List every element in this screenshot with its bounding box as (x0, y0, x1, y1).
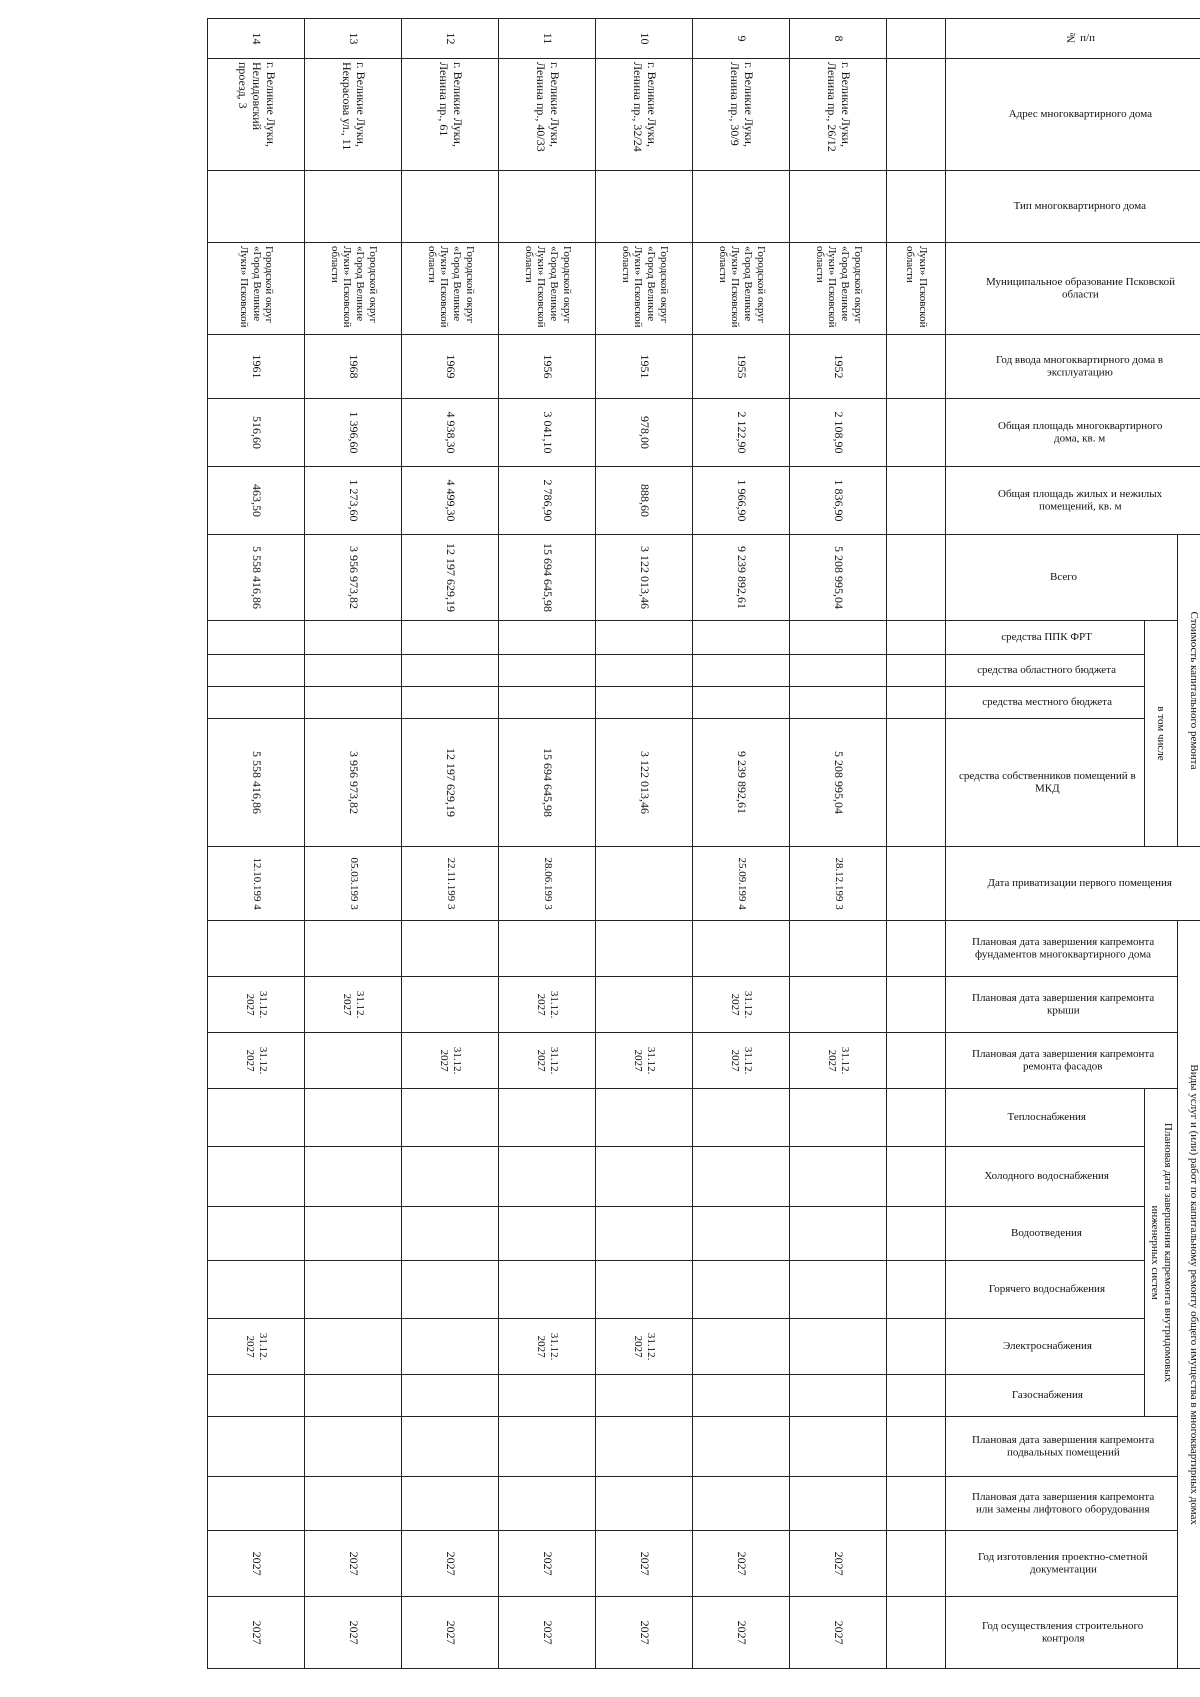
gas-date-cell (305, 1375, 402, 1417)
house-type-cell (790, 171, 887, 243)
facade-date-cell: 31.12. 2027 (693, 1033, 790, 1089)
privatization-cell: 12.10.199 4 (208, 847, 305, 921)
cost-regional-cell (693, 655, 790, 687)
gas-date-cell (790, 1375, 887, 1417)
privatization-cell: 25.09.199 4 (693, 847, 790, 921)
header-elevator: Плановая дата завершения капремонта или замены лифтового оборудования (946, 1477, 1178, 1531)
premises-area-cell: 1 836,90 (790, 467, 887, 535)
address-cell: г. Великие Луки, Ленина пр., 61 (402, 59, 499, 171)
cost-total-cell: 9 239 892,61 (693, 535, 790, 621)
house-type-cell (402, 171, 499, 243)
hot-water-date-cell (596, 1261, 693, 1319)
header-cost-local: средства местного бюджета (946, 687, 1145, 719)
table-row (402, 19, 499, 1669)
cost-local-cell (305, 687, 402, 719)
year-cell: 1951 (596, 335, 693, 399)
control-year-cell: 2027 (596, 1597, 693, 1669)
roof-date-cell (402, 977, 499, 1033)
roof-date-cell: 31.12. 2027 (499, 977, 596, 1033)
row-num: 13 (305, 19, 402, 59)
cost-local-cell (208, 687, 305, 719)
elevator-date-cell (693, 1477, 790, 1531)
header-engineering-group: Плановая дата завершения капремонта внутридомовых инженерных систем (1145, 1089, 1178, 1417)
sewerage-date-cell (499, 1207, 596, 1261)
basement-date-cell (305, 1417, 402, 1477)
cost-local-cell (693, 687, 790, 719)
privatization-cell: 05.03.199 3 (305, 847, 402, 921)
psd-year-cell: 2027 (693, 1531, 790, 1597)
hot-water-date-cell (790, 1261, 887, 1319)
house-type-cell (208, 171, 305, 243)
year-cell: 1952 (790, 335, 887, 399)
privatization-cell: 28.06.199 3 (499, 847, 596, 921)
cost-local-cell (402, 687, 499, 719)
facade-date-cell (305, 1033, 402, 1089)
cost-regional-cell (499, 655, 596, 687)
facade-date-cell: 31.12. 2027 (596, 1033, 693, 1089)
header-cold-water: Холодного водоснабжения (946, 1147, 1145, 1207)
capital-repair-table (207, 18, 1200, 1669)
elevator-date-cell (208, 1477, 305, 1531)
address-cell: г. Великие Луки, Нелидовский проезд, 3 (208, 59, 305, 171)
row-num: 14 (208, 19, 305, 59)
heating-date-cell (499, 1089, 596, 1147)
gas-date-cell (208, 1375, 305, 1417)
gas-date-cell (596, 1375, 693, 1417)
cost-regional-cell (305, 655, 402, 687)
electricity-date-cell (402, 1319, 499, 1375)
table-row-continuation (887, 19, 946, 1669)
privatization-cell: 28.12.199 3 (790, 847, 887, 921)
cost-ppk-cell (208, 621, 305, 655)
hot-water-date-cell (208, 1261, 305, 1319)
cost-owners-cell: 3 956 973,82 (305, 719, 402, 847)
privatization-cell: 22.11.199 3 (402, 847, 499, 921)
sewerage-date-cell (790, 1207, 887, 1261)
psd-year-cell: 2027 (208, 1531, 305, 1597)
municipality-cell: Городской округ «Город Великие Луки» Псковской (208, 243, 305, 335)
header-cost-owners: средства собственников помещений в МКД (946, 719, 1145, 847)
cost-ppk-cell (305, 621, 402, 655)
psd-year-cell: 2027 (305, 1531, 402, 1597)
foundation-date-cell (402, 921, 499, 977)
psd-year-cell: 2027 (402, 1531, 499, 1597)
facade-date-cell: 31.12. 2027 (402, 1033, 499, 1089)
row-num: 12 (402, 19, 499, 59)
roof-date-cell (790, 977, 887, 1033)
header-address: Адрес многоквартирного дома (946, 59, 1200, 171)
sewerage-date-cell (693, 1207, 790, 1261)
roof-date-cell: 31.12. 2027 (305, 977, 402, 1033)
sewerage-date-cell (305, 1207, 402, 1261)
header-premises-area: Общая площадь жилых и нежилых помещений, кв. м (946, 467, 1200, 535)
table-row (499, 19, 596, 1669)
electricity-date-cell: 31.12. 2027 (596, 1319, 693, 1375)
cold-water-date-cell (693, 1147, 790, 1207)
gas-date-cell (693, 1375, 790, 1417)
cost-owners-cell: 3 122 013,46 (596, 719, 693, 847)
municipality-cell: Городской округ «Город Великие Луки» Псковской области (790, 243, 887, 335)
header-cost-regional: средства областного бюджета (946, 655, 1145, 687)
gas-date-cell (402, 1375, 499, 1417)
header-year: Год ввода многоквартирного дома в эксплуатацию (946, 335, 1200, 399)
table-row (596, 19, 693, 1669)
cold-water-date-cell (208, 1147, 305, 1207)
table-row (208, 19, 305, 1669)
heating-date-cell (402, 1089, 499, 1147)
cost-local-cell (499, 687, 596, 719)
header-cost-total: Всего (946, 535, 1178, 621)
cost-ppk-cell (596, 621, 693, 655)
cost-local-cell (790, 687, 887, 719)
elevator-date-cell (596, 1477, 693, 1531)
hot-water-date-cell (499, 1261, 596, 1319)
heating-date-cell (693, 1089, 790, 1147)
address-cell: г. Великие Луки, Ленина пр., 32/24 (596, 59, 693, 171)
cost-ppk-cell (402, 621, 499, 655)
electricity-date-cell (790, 1319, 887, 1375)
sewerage-date-cell (208, 1207, 305, 1261)
gas-date-cell (499, 1375, 596, 1417)
control-year-cell: 2027 (402, 1597, 499, 1669)
total-area-cell: 516,60 (208, 399, 305, 467)
municipality-cell: Городской округ «Город Великие Луки» Псковской области (596, 243, 693, 335)
row-num: 11 (499, 19, 596, 59)
psd-year-cell: 2027 (499, 1531, 596, 1597)
electricity-date-cell (305, 1319, 402, 1375)
header-facade: Плановая дата завершения капремонта ремонта фасадов (946, 1033, 1178, 1089)
elevator-date-cell (499, 1477, 596, 1531)
premises-area-cell: 2 786,90 (499, 467, 596, 535)
row-num: 10 (596, 19, 693, 59)
header-including: в том числе (1145, 621, 1178, 847)
header-gas: Газоснабжения (946, 1375, 1145, 1417)
address-cell: г. Великие Луки, Ленина пр., 26/12 (790, 59, 887, 171)
table-row (790, 19, 887, 1669)
header-control-year: Год осуществления строительного контроля (946, 1597, 1178, 1669)
foundation-date-cell (790, 921, 887, 977)
heating-date-cell (305, 1089, 402, 1147)
house-type-cell (693, 171, 790, 243)
cost-total-cell: 12 197 629,19 (402, 535, 499, 621)
foundation-date-cell (596, 921, 693, 977)
privatization-cell (596, 847, 693, 921)
header-total-area: Общая площадь многоквартирного дома, кв. м (946, 399, 1200, 467)
year-cell: 1969 (402, 335, 499, 399)
basement-date-cell (208, 1417, 305, 1477)
psd-year-cell: 2027 (596, 1531, 693, 1597)
continuation-municipality: Луки» Псковской области (887, 243, 946, 335)
roof-date-cell (596, 977, 693, 1033)
cost-owners-cell: 15 694 645,98 (499, 719, 596, 847)
premises-area-cell: 4 499,30 (402, 467, 499, 535)
total-area-cell: 3 041,10 (499, 399, 596, 467)
hot-water-date-cell (305, 1261, 402, 1319)
roof-date-cell: 31.12. 2027 (208, 977, 305, 1033)
cost-regional-cell (402, 655, 499, 687)
header-heating: Теплоснабжения (946, 1089, 1145, 1147)
premises-area-cell: 1 966,90 (693, 467, 790, 535)
cost-total-cell: 3 122 013,46 (596, 535, 693, 621)
year-cell: 1955 (693, 335, 790, 399)
cost-ppk-cell (693, 621, 790, 655)
cost-owners-cell: 5 558 416,86 (208, 719, 305, 847)
elevator-date-cell (790, 1477, 887, 1531)
municipality-cell: Городской округ «Город Великие Луки» Псковской области (305, 243, 402, 335)
foundation-date-cell (693, 921, 790, 977)
cold-water-date-cell (790, 1147, 887, 1207)
sewerage-date-cell (596, 1207, 693, 1261)
year-cell: 1956 (499, 335, 596, 399)
municipality-cell: Городской округ «Город Великие Луки» Псковской области (693, 243, 790, 335)
foundation-date-cell (499, 921, 596, 977)
facade-date-cell: 31.12. 2027 (499, 1033, 596, 1089)
header-cost-ppk: средства ППК ФРТ (946, 621, 1145, 655)
elevator-date-cell (305, 1477, 402, 1531)
cost-owners-cell: 9 239 892,61 (693, 719, 790, 847)
cost-total-cell: 5 558 416,86 (208, 535, 305, 621)
address-cell: г. Великие Луки, Ленина пр., 40/33 (499, 59, 596, 171)
total-area-cell: 1 396,60 (305, 399, 402, 467)
cold-water-date-cell (402, 1147, 499, 1207)
header-num: № п/п (946, 19, 1200, 59)
municipality-cell: Городской округ «Город Великие Луки» Псковской области (499, 243, 596, 335)
cost-owners-cell: 5 208 995,04 (790, 719, 887, 847)
header-house-type: Тип многоквартирного дома (946, 171, 1200, 243)
heating-date-cell (208, 1089, 305, 1147)
cost-ppk-cell (790, 621, 887, 655)
electricity-date-cell: 31.12. 2027 (208, 1319, 305, 1375)
cost-regional-cell (790, 655, 887, 687)
header-psd-year: Год изготовления проектно-сметной документации (946, 1531, 1178, 1597)
foundation-date-cell (305, 921, 402, 977)
total-area-cell: 4 938,30 (402, 399, 499, 467)
total-area-cell: 2 122,90 (693, 399, 790, 467)
house-type-cell (499, 171, 596, 243)
premises-area-cell: 463,50 (208, 467, 305, 535)
foundation-date-cell (208, 921, 305, 977)
cost-regional-cell (596, 655, 693, 687)
electricity-date-cell (693, 1319, 790, 1375)
control-year-cell: 2027 (790, 1597, 887, 1669)
header-foundation: Плановая дата завершения капремонта фундаментов многоквартирного дома (946, 921, 1178, 977)
cold-water-date-cell (499, 1147, 596, 1207)
sewerage-date-cell (402, 1207, 499, 1261)
roof-date-cell: 31.12. 2027 (693, 977, 790, 1033)
header-sewerage: Водоотведения (946, 1207, 1145, 1261)
year-cell: 1961 (208, 335, 305, 399)
basement-date-cell (790, 1417, 887, 1477)
basement-date-cell (693, 1417, 790, 1477)
header-hot-water: Горячего водоснабжения (946, 1261, 1145, 1319)
hot-water-date-cell (402, 1261, 499, 1319)
basement-date-cell (402, 1417, 499, 1477)
cost-total-cell: 3 956 973,82 (305, 535, 402, 621)
house-type-cell (305, 171, 402, 243)
premises-area-cell: 888,60 (596, 467, 693, 535)
elevator-date-cell (402, 1477, 499, 1531)
electricity-date-cell: 31.12. 2027 (499, 1319, 596, 1375)
cost-total-cell: 5 208 995,04 (790, 535, 887, 621)
heating-date-cell (790, 1089, 887, 1147)
cost-ppk-cell (499, 621, 596, 655)
address-cell: г. Великие Луки, Некрасова ул., 11 (305, 59, 402, 171)
header-municipality: Муниципальное образование Псковской области (946, 243, 1200, 335)
header-privatization: Дата приватизации первого помещения (946, 847, 1200, 921)
control-year-cell: 2027 (693, 1597, 790, 1669)
basement-date-cell (499, 1417, 596, 1477)
header-cost-group: Стоимость капитального ремонта (1178, 535, 1200, 847)
control-year-cell: 2027 (305, 1597, 402, 1669)
cold-water-date-cell (305, 1147, 402, 1207)
row-num: 9 (693, 19, 790, 59)
row-num: 8 (790, 19, 887, 59)
header-electricity: Электроснабжения (946, 1319, 1145, 1375)
year-cell: 1968 (305, 335, 402, 399)
control-year-cell: 2027 (208, 1597, 305, 1669)
table-row (305, 19, 402, 1669)
cold-water-date-cell (596, 1147, 693, 1207)
total-area-cell: 2 108,90 (790, 399, 887, 467)
control-year-cell: 2027 (499, 1597, 596, 1669)
address-cell: г. Великие Луки, Ленина пр., 30/9 (693, 59, 790, 171)
header-roof: Плановая дата завершения капремонта крыши (946, 977, 1178, 1033)
heating-date-cell (596, 1089, 693, 1147)
facade-date-cell: 31.12. 2027 (208, 1033, 305, 1089)
municipality-cell: Городской округ «Город Великие Луки» Псковской области (402, 243, 499, 335)
facade-date-cell: 31.12. 2027 (790, 1033, 887, 1089)
psd-year-cell: 2027 (790, 1531, 887, 1597)
cost-local-cell (596, 687, 693, 719)
cost-regional-cell (208, 655, 305, 687)
hot-water-date-cell (693, 1261, 790, 1319)
total-area-cell: 978,00 (596, 399, 693, 467)
table-row (693, 19, 790, 1669)
header-works-group: Виды услуг и (или) работ по капитальному ремонту общего имущества в многоквартирных домах (1178, 921, 1200, 1669)
cost-total-cell: 15 694 645,98 (499, 535, 596, 621)
cost-owners-cell: 12 197 629,19 (402, 719, 499, 847)
document-page (145, 18, 1200, 1658)
header-basement: Плановая дата завершения капремонта подвальных помещений (946, 1417, 1178, 1477)
premises-area-cell: 1 273,60 (305, 467, 402, 535)
basement-date-cell (596, 1417, 693, 1477)
house-type-cell (596, 171, 693, 243)
